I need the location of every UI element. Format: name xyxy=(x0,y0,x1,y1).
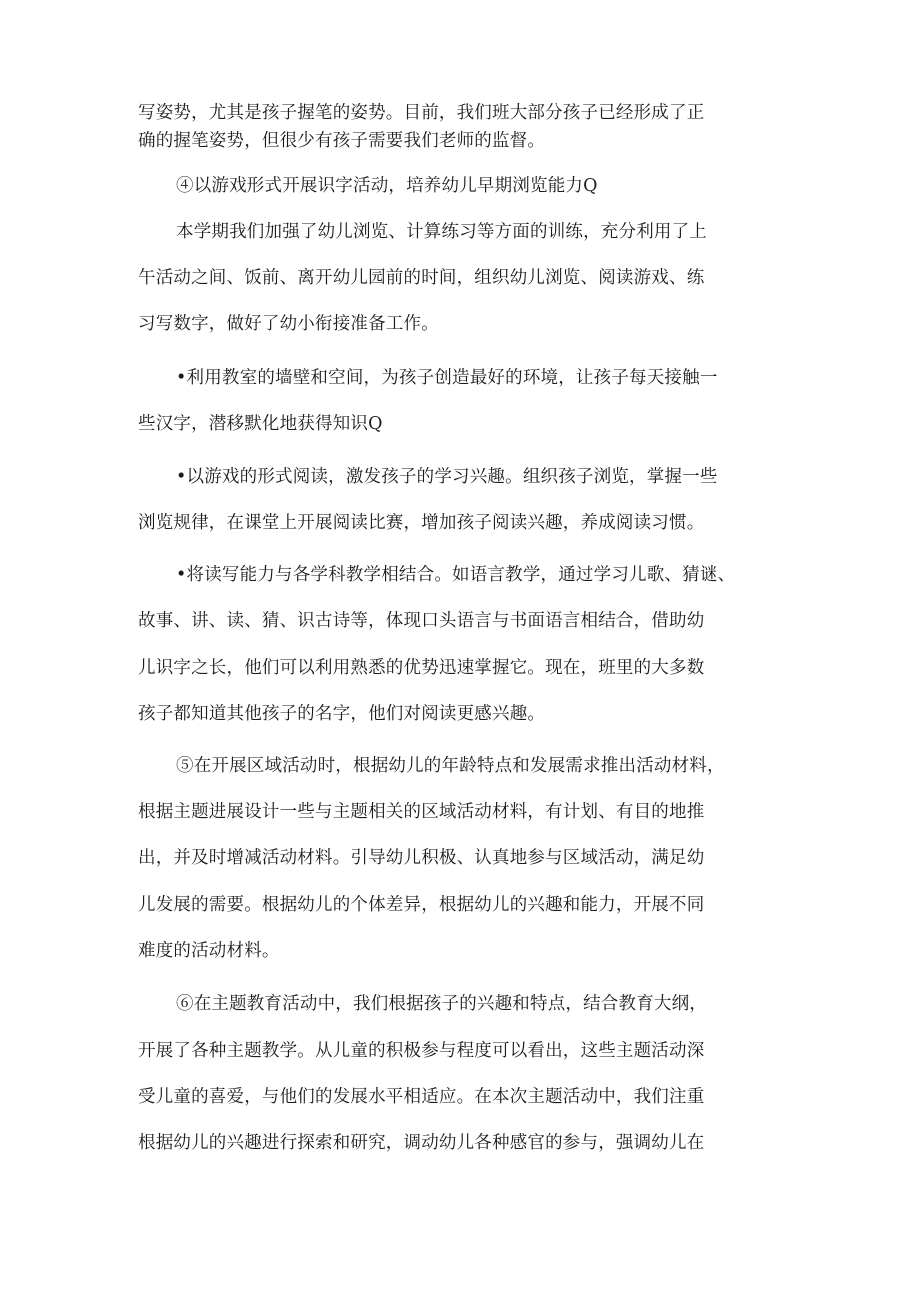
text-line: 儿发展的需要。根据幼儿的个体差异，根据幼儿的兴趣和能力，开展不同 xyxy=(138,895,705,915)
text-line: 本学期我们加强了幼儿浏览、计算练习等方面的训练，充分利用了上 xyxy=(176,222,707,242)
text-line: 根据主题进展设计一些与主题相关的区域活动材料，有计划、有目的地推 xyxy=(138,802,705,822)
text-line: 故事、讲、读、猜、识古诗等，体现口头语言与书面语言相结合，借助幼 xyxy=(138,611,705,631)
section-line: ⑤在开展区域活动时，根据幼儿的年龄特点和发展需求推出活动材料， xyxy=(176,756,725,776)
text-line: 出，并及时增减活动材料。引导幼儿积极、认真地参与区域活动，满足幼 xyxy=(138,848,705,868)
text-line: 浏览规律，在课堂上开展阅读比赛，增加孩子阅读兴趣，养成阅读习惯。 xyxy=(138,513,705,533)
text-line: 孩子都知道其他孩子的名字，他们对阅读更感兴趣。 xyxy=(138,704,546,724)
text-line: 开展了各种主题教学。从儿童的积极参与程度可以看出，这些主题活动深 xyxy=(138,1041,705,1061)
text-line: 些汉字，潜移默化地获得知识Q xyxy=(138,414,383,434)
bullet-line: •利用教室的墙壁和空间，为孩子创造最好的环境，让孩子每天接触一 xyxy=(176,368,718,388)
text-line: 儿识字之长，他们可以利用熟悉的优势迅速掌握它。现在，班里的大多数 xyxy=(138,658,705,678)
section-line: ⑥在主题教育活动中，我们根据孩子的兴趣和特点，结合教育大纲， xyxy=(176,994,707,1014)
text-line: 写姿势，尤其是孩子握笔的姿势。目前，我们班大部分孩子已经形成了正 xyxy=(138,103,705,123)
text-line: 受儿童的喜爱，与他们的发展水平相适应。在本次主题活动中，我们注重 xyxy=(138,1087,705,1107)
text-line: 习写数字，做好了幼小衔接准备工作。 xyxy=(138,314,439,334)
text-line: 根据幼儿的兴趣进行探索和研究，调动幼儿各种感官的参与，强调幼儿在 xyxy=(138,1133,705,1153)
text-line: 难度的活动材料。 xyxy=(138,941,280,961)
bullet-line: •以游戏的形式阅读，激发孩子的学习兴趣。组织孩子浏览，掌握一些 xyxy=(176,467,718,487)
text-line: 确的握笔姿势，但很少有孩子需要我们老师的监督。 xyxy=(138,131,546,151)
bullet-line: •将读写能力与各学科教学相结合。如语言教学，通过学习儿歌、猜谜、 xyxy=(176,565,736,585)
text-line: 午活动之间、饭前、离开幼儿园前的时间，组织幼儿浏览、阅读游戏、练 xyxy=(138,268,705,288)
section-heading: ④以游戏形式开展识字活动，培养幼儿早期浏览能力Q xyxy=(176,176,598,196)
